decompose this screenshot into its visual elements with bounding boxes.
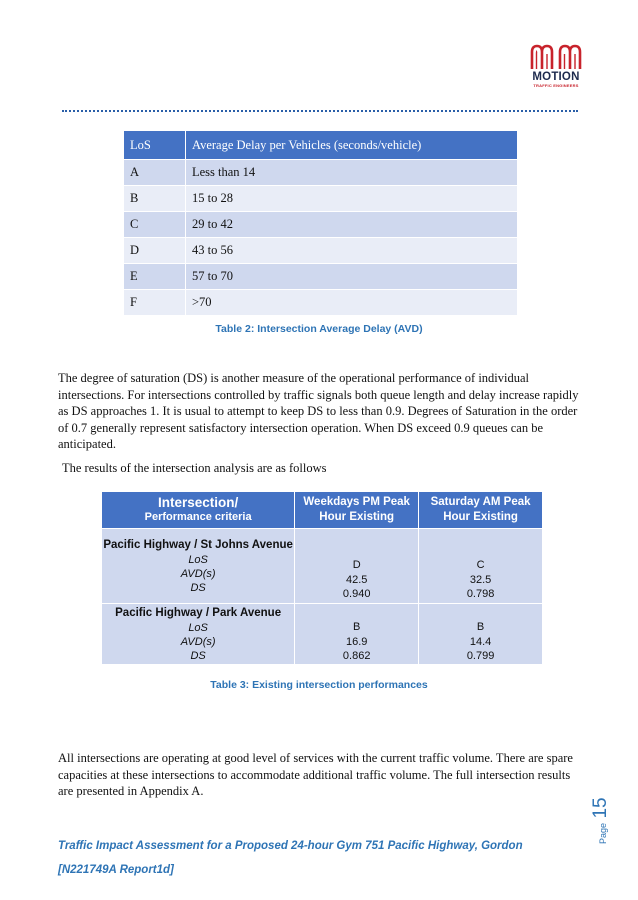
saturday-values-cell	[419, 529, 543, 604]
table-row	[124, 238, 518, 264]
header-saturday-line1: Saturday AM Peak	[430, 496, 531, 508]
average-delay-table	[123, 130, 518, 316]
logo-wordmark: MOTION	[532, 71, 580, 83]
table3-caption: Table 3: Existing intersection performances	[210, 679, 428, 691]
table-row	[124, 264, 518, 290]
weekday-avd: 42.5	[345, 573, 368, 586]
page-label: Page	[598, 822, 608, 844]
delay-cell: 29 to 42	[186, 212, 518, 238]
table-row	[124, 212, 518, 238]
header-los: LoS	[124, 131, 186, 160]
delay-cell: 15 to 28	[186, 186, 518, 212]
weekday-los: B	[353, 621, 361, 633]
saturday-avd: 14.4	[469, 635, 492, 648]
header-intersection	[102, 492, 295, 529]
label-ds: DS	[190, 650, 206, 662]
page-number-rotated	[590, 784, 620, 844]
intersection-performance-table	[101, 491, 543, 665]
header-divider	[62, 110, 578, 112]
header-criteria: Performance criteria	[144, 511, 252, 523]
results-intro: The results of the intersection analysis are as follows	[62, 461, 327, 475]
los-cell: C	[124, 212, 186, 238]
header-average-delay: Average Delay per Vehicles (seconds/vehicle)	[186, 131, 518, 160]
weekday-values-cell	[295, 529, 419, 604]
table-header-row	[124, 131, 518, 160]
header-saturday-line2: Hour Existing	[443, 511, 518, 523]
los-cell: B	[124, 186, 186, 212]
header-weekday	[295, 492, 419, 529]
weekday-avd: 16.9	[345, 635, 368, 648]
logo-tagline: TRAFFIC ENGINEERS	[533, 83, 579, 88]
ds-paragraph: The degree of saturation (DS) is another measure of the operational performance of individual intersections. For intersections controlled by traffic signals both queue length and delay increase rapidly as DS approaches 1. It is usual to attempt to keep DS to less than 0.9. Degrees of Saturation in the order of 0.7 generally represent satisfactory intersection operation. When DS exceed 0.9 queues can be anticipated.	[58, 371, 579, 452]
weekday-ds: 0.862	[342, 650, 371, 662]
saturday-values-cell	[419, 604, 543, 665]
los-cell: E	[124, 264, 186, 290]
table-row	[124, 186, 518, 212]
table-row	[102, 529, 543, 604]
footer-reference: [N221749A Report1d]	[58, 864, 174, 876]
delay-cell: Less than 14	[186, 160, 518, 186]
los-cell: F	[124, 290, 186, 316]
header-intersection-title: Intersection/	[157, 495, 239, 510]
saturday-ds: 0.799	[466, 650, 495, 662]
intersection-cell	[102, 529, 295, 604]
conclusion-paragraph: All intersections are operating at good level of services with the current traffic volume. There are spare capacities at these intersections to accommodate additional traffic volume. The full intersection results are presented in Appendix A.	[58, 751, 573, 799]
intersection-name: Pacific Highway / St Johns Avenue	[103, 539, 293, 551]
intersection-name: Pacific Highway / Park Avenue	[115, 607, 282, 619]
weekday-values-cell	[295, 604, 419, 665]
table2-caption: Table 2: Intersection Average Delay (AVD)	[215, 323, 423, 335]
table-row	[102, 604, 543, 665]
los-cell: A	[124, 160, 186, 186]
saturday-ds: 0.798	[466, 588, 495, 600]
footer-title: Traffic Impact Assessment for a Proposed 24-hour Gym 751 Pacific Highway, Gordon	[58, 840, 523, 852]
table-row	[124, 160, 518, 186]
weekday-ds: 0.940	[342, 588, 371, 600]
saturday-avd: 32.5	[469, 573, 492, 586]
header-saturday	[419, 492, 543, 529]
page-number	[590, 784, 620, 844]
label-los: LoS	[188, 622, 208, 634]
logo-mark-icon	[526, 44, 586, 70]
label-los: LoS	[188, 554, 208, 566]
label-ds: DS	[190, 582, 206, 594]
saturday-los: C	[476, 559, 485, 571]
label-avd: AVD(s)	[180, 636, 216, 648]
delay-cell: 57 to 70	[186, 264, 518, 290]
table-header-row	[102, 492, 543, 529]
company-logo	[526, 44, 586, 90]
delay-cell: >70	[186, 290, 518, 316]
table-row	[124, 290, 518, 316]
los-cell: D	[124, 238, 186, 264]
weekday-los: D	[352, 559, 361, 571]
intersection-cell	[102, 604, 295, 665]
delay-cell: 43 to 56	[186, 238, 518, 264]
header-weekday-line2: Hour Existing	[319, 511, 395, 523]
header-weekday-line1: Weekdays PM Peak	[303, 496, 410, 508]
saturday-los: B	[476, 621, 485, 633]
label-avd: AVD(s)	[180, 568, 216, 580]
page-number-value: 15	[590, 797, 611, 819]
